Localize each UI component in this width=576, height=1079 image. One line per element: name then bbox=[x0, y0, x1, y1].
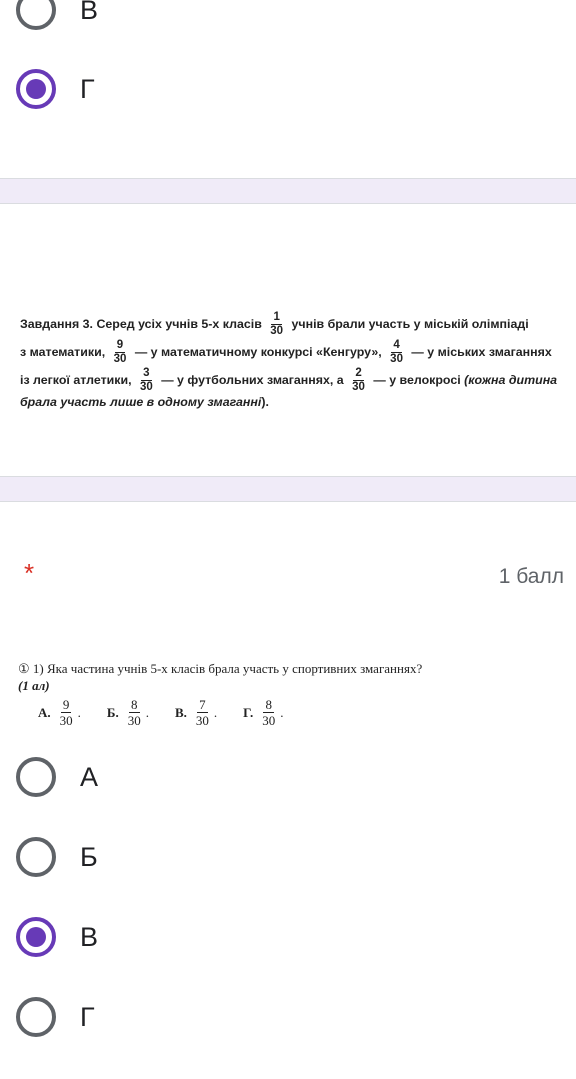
choice-g: Г. $\frac{8}{30}$ . bbox=[243, 697, 284, 728]
fraction: $\frac{9}{30}$ bbox=[113, 339, 127, 366]
section-separator bbox=[0, 178, 576, 204]
radio-option-g[interactable] bbox=[0, 987, 576, 1047]
fraction: $\frac{4}{30}$ bbox=[390, 339, 403, 366]
radio-button[interactable] bbox=[16, 997, 56, 1037]
radio-dot bbox=[26, 927, 46, 947]
choice-a: А. $\frac{9}{30}$ . bbox=[38, 697, 81, 728]
radio-button-selected[interactable] bbox=[16, 917, 56, 957]
radio-option-v-prev[interactable] bbox=[0, 0, 576, 40]
section-separator bbox=[0, 476, 576, 502]
choice-b: Б. $\frac{8}{30}$ . bbox=[106, 697, 149, 728]
option-label: Г bbox=[80, 73, 95, 104]
task-title: Завдання 3. bbox=[20, 317, 94, 331]
question-text: ① 1) Яка частина учнів 5-х класів брала участь у спортивних змаганнях? (1 ал) bbox=[18, 661, 423, 693]
points-label: 1 балл bbox=[498, 565, 564, 588]
radio-dot bbox=[26, 79, 46, 99]
fraction: $\frac{1}{30}$ bbox=[270, 311, 284, 338]
task-text: Завдання 3. Серед усіх учнів 5-х класів $\frac{1}{30}$ учнів брали участь у міській олімпіаді з математики, $\frac{9}{30}$ — у математичному конкурсі «Кенгуру», $\frac{4}{30}$ — у міських змаганнях із легкої атлетики, $\frac{3}{30}$ — у футбольних змаганнях, а $\frac{2}{30}$ — у велокросі (кожна дитина брала участь лише в одному змаганні). bbox=[20, 311, 558, 409]
radio-option-b[interactable] bbox=[0, 827, 576, 887]
option-label: А bbox=[80, 761, 99, 792]
option-label: Г bbox=[80, 1001, 95, 1032]
required-mark: * bbox=[24, 558, 35, 588]
radio-button[interactable] bbox=[16, 0, 56, 30]
radio-option-a[interactable] bbox=[0, 747, 576, 807]
radio-option-g-prev[interactable] bbox=[0, 59, 576, 119]
radio-button[interactable] bbox=[16, 757, 56, 797]
option-label: В bbox=[80, 0, 99, 25]
fraction: $\frac{3}{30}$ bbox=[139, 367, 153, 394]
radio-button[interactable] bbox=[16, 837, 56, 877]
option-label: В bbox=[80, 921, 99, 952]
radio-option-v[interactable] bbox=[0, 907, 576, 967]
choice-v: В. $\frac{7}{30}$ . bbox=[175, 697, 218, 728]
question-choices bbox=[38, 697, 283, 728]
fraction: $\frac{2}{30}$ bbox=[352, 367, 365, 394]
option-label: Б bbox=[80, 841, 98, 872]
radio-button-selected[interactable] bbox=[16, 69, 56, 109]
